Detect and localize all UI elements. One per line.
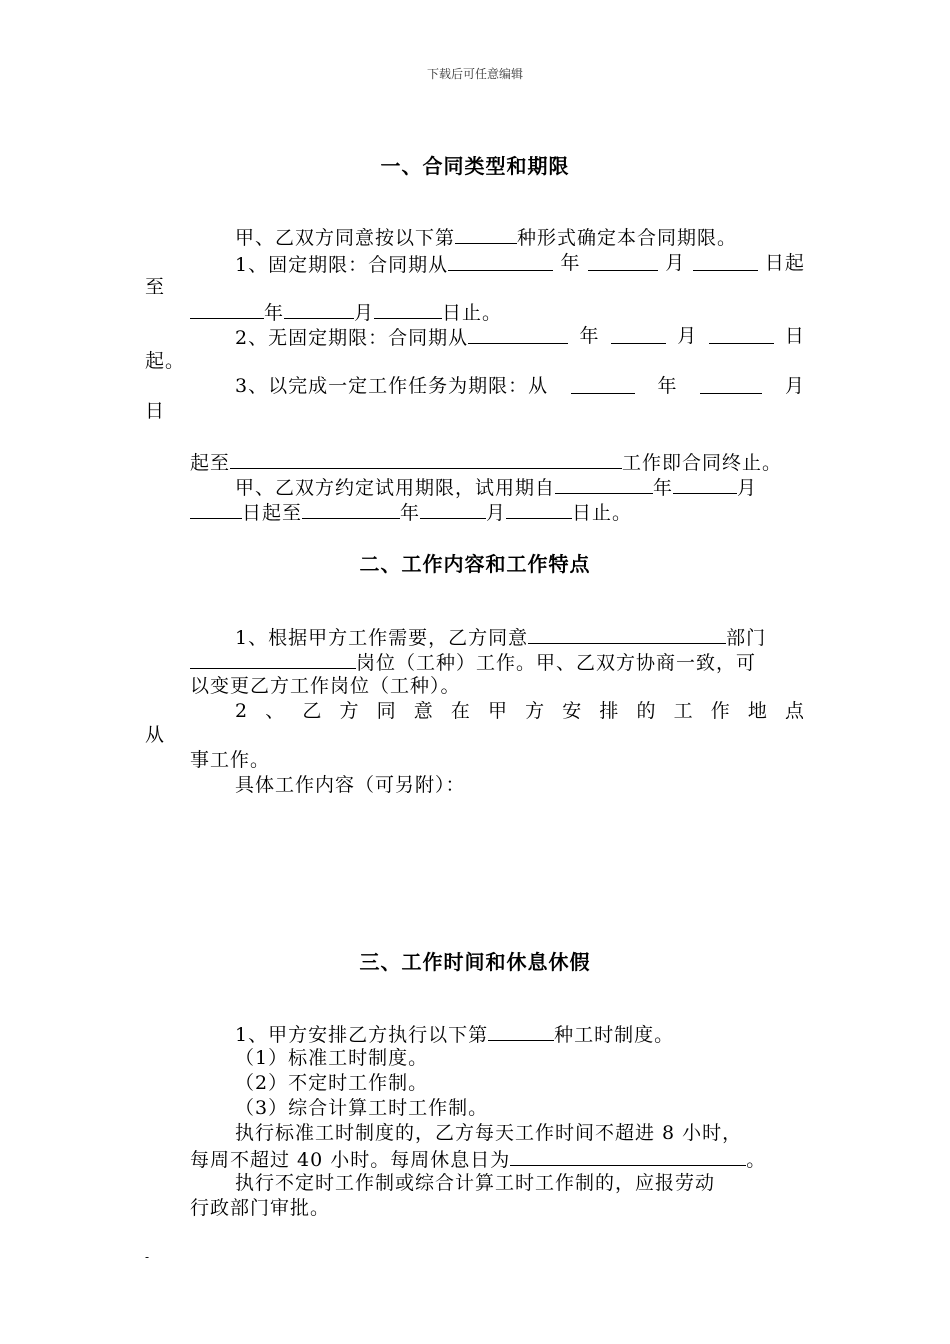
spread-char: 的 [636,700,657,722]
s2-line-5: 事工作。 [190,749,271,771]
s2-line-3: 以变更乙方工作岗位（工种）。 [190,675,461,697]
s3-line-4: （3）综合计算工时工作制。 [235,1097,489,1119]
spread-char: 作 [710,700,731,722]
s3-line-1: 1、甲方安排乙方执行以下第 种工时制度。 [235,1020,674,1048]
blank-field [488,1020,554,1041]
blank-field [374,298,442,319]
s3-line-2: （1）标准工时制度。 [235,1047,429,1069]
blank-field [611,323,666,344]
spread-char: 甲 [487,700,508,722]
blank-field [455,223,517,244]
s2-line-6: 具体工作内容（可另附）： [235,774,466,796]
spread-char: 同 [376,700,397,722]
s1-line-7: 甲、乙双方约定试用期限，试用期自 年 月 [235,473,757,501]
s2-line-2: 岗位（工种）工作。甲、乙双方协商一致，可 [190,648,756,676]
spread-char: 意 [413,700,434,722]
s3-line-6: 每周不超过 40 小时。每周休息日为 。 [190,1145,766,1173]
spread-char: 方 [525,700,546,722]
spread-char: 、 [265,700,286,722]
blank-field [588,250,658,271]
spread-char: 在 [450,700,471,722]
spread-char: 点 [784,700,805,722]
spread-char: 工 [673,700,694,722]
s3-line-3: （2）不定时工作制。 [235,1072,429,1094]
s2-line-4 [235,698,805,724]
s2-line-1: 1、根据甲方工作需要，乙方同意 部门 [235,623,766,651]
section-2-title: 二、工作内容和工作特点 [359,552,591,576]
section-1-title: 一、合同类型和期限 [380,154,570,178]
blank-field [693,250,758,271]
s1-line-4: 2、无固定期限：合同期从 年 月 日 [235,325,805,349]
blank-field [230,448,622,469]
s1-line-5: 3、以完成一定工作任务为期限：从 年 月 [235,375,805,397]
spread-char: 方 [339,700,360,722]
blank-field [528,623,726,644]
s1-line-4-wrap: 起。 [145,350,186,372]
s1-line-5-wrap: 日 [145,400,166,422]
s3-line-7: 执行不定时工作制或综合计算工时工作制的，应报劳动 [235,1172,716,1194]
s1-line-2-wrap: 至 [145,276,166,298]
s1-line-6: 起至 工作即合同终止。 [190,448,782,476]
blank-field [190,648,356,669]
blank-field [190,298,264,319]
blank-field [571,373,635,394]
s3-line-5: 执行标准工时制度的，乙方每天工作时间不超进 8 小时， [235,1122,743,1144]
blank-field [700,373,762,394]
blank-field [420,498,486,519]
blank-field [302,498,400,519]
blank-field [190,498,242,519]
s2-line-4-wrap: 从 [145,724,166,746]
spread-char: 排 [599,700,620,722]
blank-field [448,250,553,271]
spread-char: 地 [747,700,768,722]
s1-line-3: 年 月 日止。 [190,298,502,326]
page-footer-mark: - [145,1250,150,1264]
blank-field [555,473,653,494]
blank-field [506,498,572,519]
page-header: 下载后可任意编辑 [426,67,523,81]
s1-line-2: 1、固定期限：合同期从 年 月 日起 [235,252,805,276]
spread-char: 乙 [302,700,323,722]
blank-field [510,1145,746,1166]
spread-char: 安 [562,700,583,722]
s1-line-1: 甲、乙双方同意按以下第 种形式确定本合同期限。 [235,223,737,251]
blank-field [468,323,568,344]
blank-field [709,323,774,344]
spread-char: 2 [235,700,249,722]
s1-line-8: 日起至 年 月 日止。 [190,498,632,526]
blank-field [284,298,354,319]
s3-line-8: 行政部门审批。 [190,1197,331,1219]
blank-field [673,473,737,494]
section-3-title: 三、工作时间和休息休假 [359,950,591,974]
